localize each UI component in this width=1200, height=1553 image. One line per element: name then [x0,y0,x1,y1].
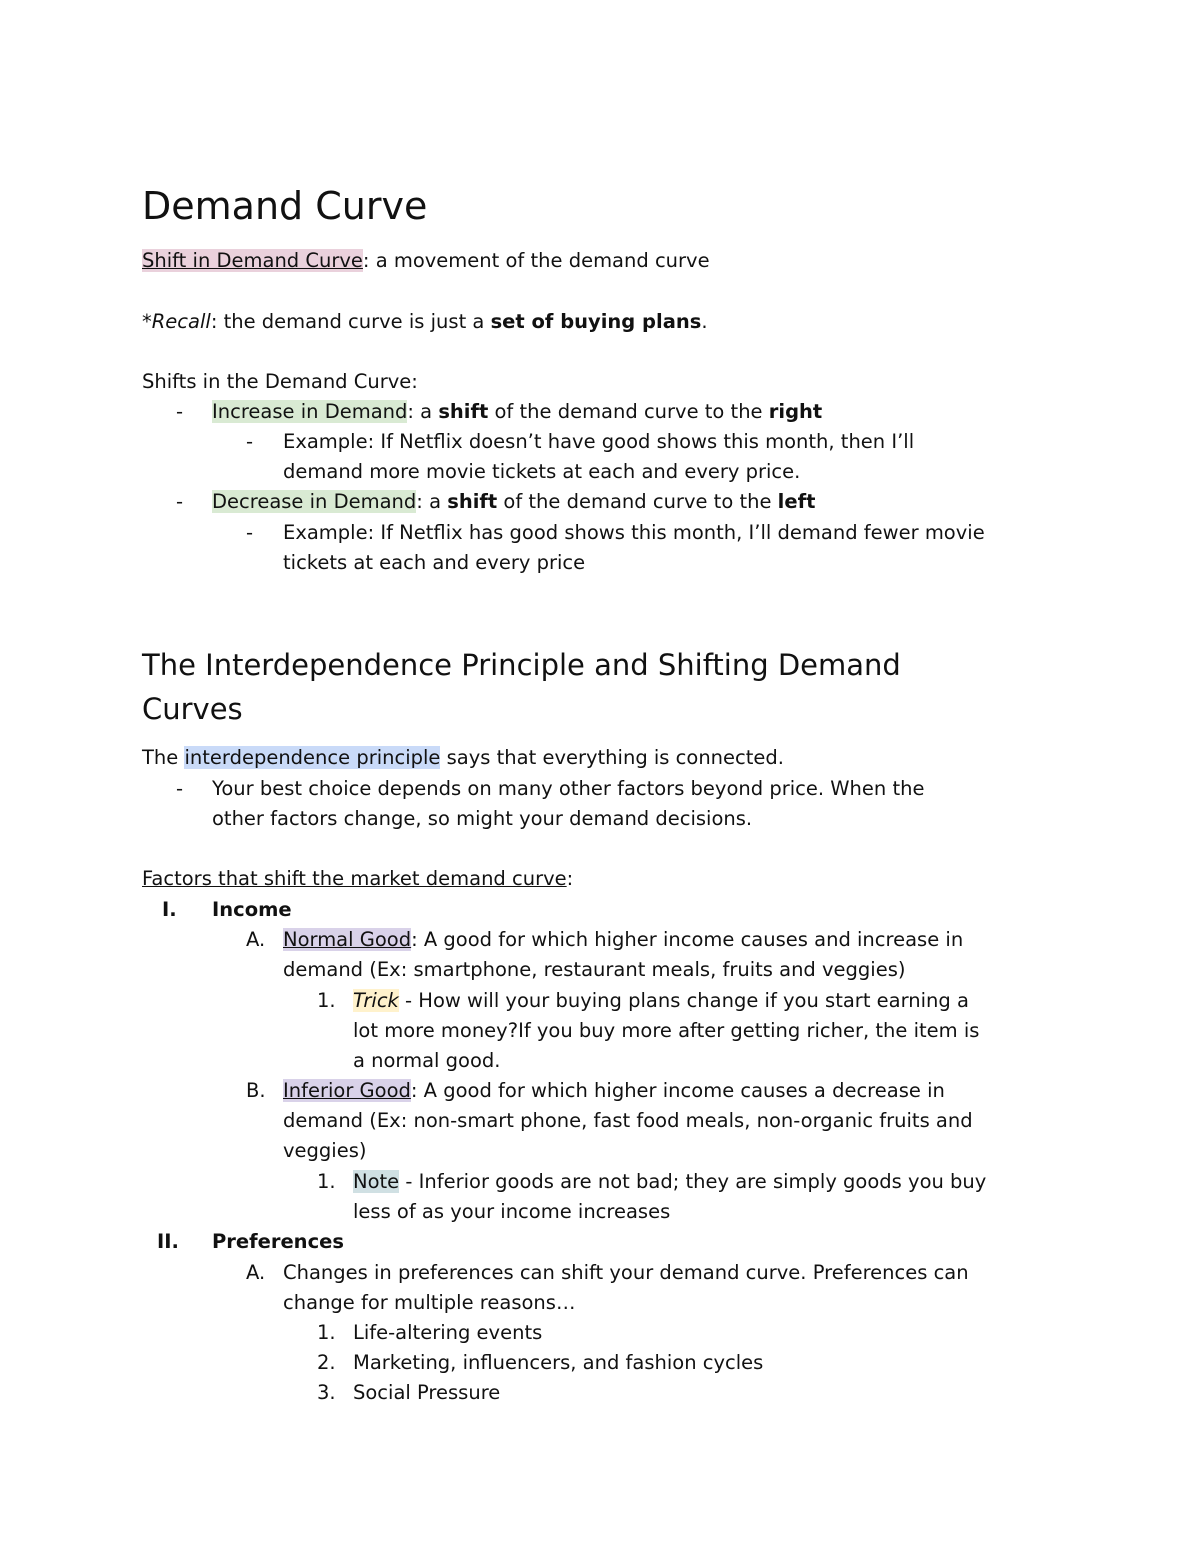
bullet-dash: - [246,521,254,544]
section-preferences: Preferences [212,1230,344,1253]
trick-line-1 [353,986,969,1016]
term-normal-good: Normal Good [283,928,412,951]
increase-example-line-1: Example: If Netflix doesn’t have good shows this month, then I’ll [283,430,915,453]
term-note: Note [353,1170,400,1193]
list-item-increase [212,397,822,427]
trick-text: - How will your buying plans change if you start earning a [398,989,969,1012]
note-text: - Inferior goods are not bad; they are simply goods you buy [399,1170,987,1193]
term-trick: Trick [353,989,399,1012]
num-marker-1: 1. [317,1170,336,1193]
increase-example-line-2: demand more movie tickets at each and every price. [283,460,801,483]
term-shift-in-demand-curve: Shift in Demand Curve [142,249,363,272]
normal-good-line-1 [283,925,963,955]
principle-sentence [142,743,784,773]
inferior-good-def: : A good for which higher income causes a decrease in [410,1079,945,1102]
roman-marker-i: I. [162,898,177,921]
normal-good-def: : A good for which higher income causes and increase in [411,928,964,951]
recall-star: * [142,310,152,333]
roman-marker-ii: II. [157,1230,179,1253]
preferences-line-2: change for multiple reasons… [283,1291,576,1314]
num-marker-1: 1. [317,989,336,1012]
recall-text: : the demand curve is just a [210,310,491,333]
list-item: Marketing, influencers, and fashion cycles [353,1351,764,1374]
increase-a: : a [407,400,439,423]
increase-mid: of the demand curve to the [488,400,769,423]
term-inferior-good: Inferior Good [283,1079,411,1102]
increase-shift: shift [438,400,489,423]
title-demand-curve: Demand Curve [142,184,428,228]
alpha-marker-a: A. [246,928,266,951]
alpha-marker-b: B. [246,1079,266,1102]
normal-good-line-2: demand (Ex: smartphone, restaurant meals, fruits and veggies) [283,958,906,981]
inferior-good-line-3: veggies) [283,1139,367,1162]
recall-note [142,307,708,337]
inferior-good-line-1 [283,1076,945,1106]
alpha-marker-a: A. [246,1261,266,1284]
list-item: Life-altering events [353,1321,543,1344]
heading-interdependence-line-2: Curves [142,692,243,726]
num-marker-3: 3. [317,1381,336,1404]
definition-shift [142,246,710,276]
principle-pre: The [142,746,185,769]
term-decrease-in-demand: Decrease in Demand [212,490,417,513]
shifts-intro: Shifts in the Demand Curve: [142,370,418,393]
note-line-1 [353,1167,986,1197]
factors-label-text: Factors that shift the market demand curve [142,867,567,890]
factors-label [142,864,573,894]
num-marker-1: 1. [317,1321,336,1344]
decrease-shift: shift [447,490,498,513]
num-marker-2: 2. [317,1351,336,1374]
principle-sub-line-2: other factors change, so might your demand decisions. [212,807,753,830]
recall-end: . [701,310,708,333]
list-item-decrease [212,487,815,517]
trick-line-2: lot more money?If you buy more after getting richer, the item is [353,1019,980,1042]
bullet-dash: - [176,490,184,513]
factors-colon: : [566,867,574,890]
decrease-example-line-2: tickets at each and every price [283,551,586,574]
decrease-a: : a [416,490,448,513]
inferior-good-line-2: demand (Ex: non-smart phone, fast food meals, non-organic fruits and [283,1109,973,1132]
note-line-2: less of as your income increases [353,1200,671,1223]
bullet-dash: - [246,430,254,453]
term-interdependence-principle: interdependence principle [184,746,441,769]
section-income: Income [212,898,292,921]
bullet-dash: - [176,777,184,800]
decrease-direction: left [777,490,816,513]
definition-text: : a movement of the demand curve [362,249,710,272]
principle-sub-line-1: Your best choice depends on many other factors beyond price. When the [212,777,925,800]
list-item: Social Pressure [353,1381,501,1404]
decrease-mid: of the demand curve to the [497,490,778,513]
preferences-line-1: Changes in preferences can shift your demand curve. Preferences can [283,1261,969,1284]
recall-bold: set of buying plans [490,310,702,333]
increase-direction: right [768,400,823,423]
decrease-example-line-1: Example: If Netflix has good shows this month, I’ll demand fewer movie [283,521,985,544]
bullet-dash: - [176,400,184,423]
principle-post: says that everything is connected. [440,746,784,769]
recall-label: Recall [151,310,211,333]
term-increase-in-demand: Increase in Demand [212,400,408,423]
heading-interdependence-line-1: The Interdependence Principle and Shifting Demand [142,648,901,682]
trick-line-3: a normal good. [353,1049,501,1072]
